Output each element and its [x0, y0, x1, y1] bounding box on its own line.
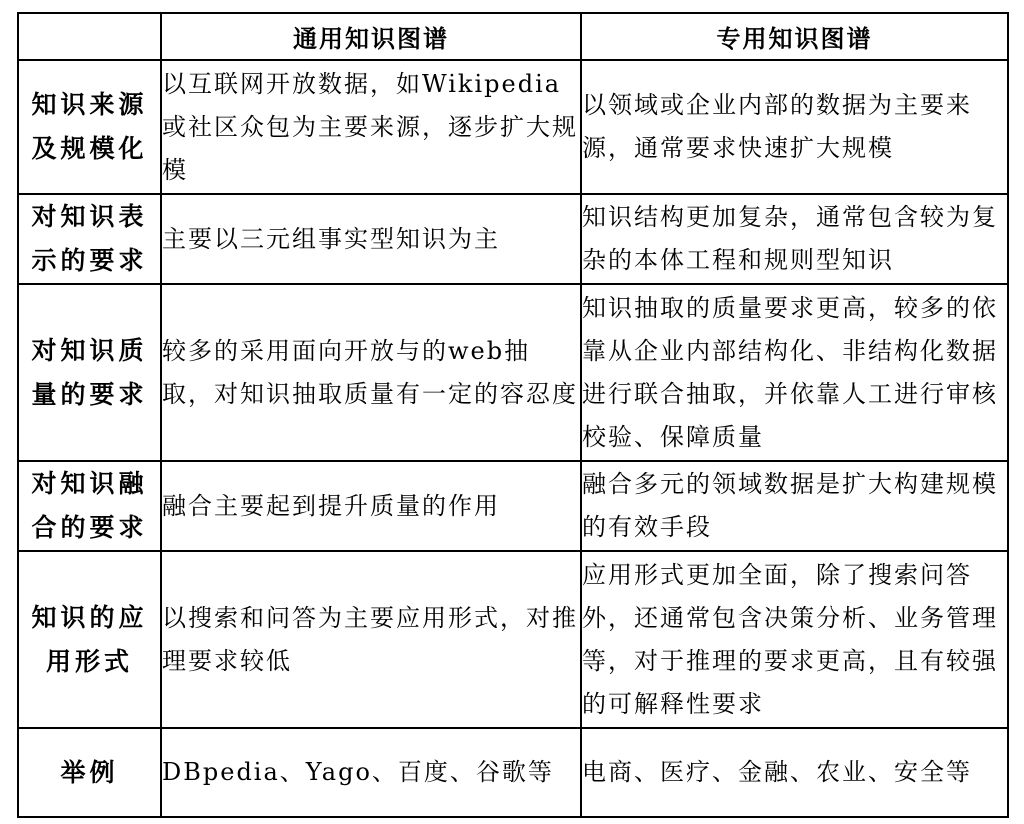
row-label-representation [18, 194, 161, 284]
header-domain-kg: 专用知识图谱 [581, 13, 1008, 60]
row-label-line: 及规模化 [31, 134, 148, 163]
general-cell: 融合主要起到提升质量的作用 [161, 461, 581, 551]
header-row [18, 13, 1008, 60]
row-label-quality [18, 284, 161, 461]
table-row [18, 284, 1008, 461]
row-label-line: 对知识表 [31, 202, 148, 231]
general-cell: 主要以三元组事实型知识为主 [161, 194, 581, 284]
row-label-line: 举例 [60, 757, 119, 787]
table-row [18, 194, 1008, 284]
general-cell: 较多的采用面向开放与的web抽取，对知识抽取质量有一定的容忍度 [161, 284, 581, 461]
row-label-source-scale [18, 60, 161, 194]
table-row [18, 551, 1008, 728]
row-label-line: 合的要求 [31, 513, 148, 542]
header-general-kg: 通用知识图谱 [161, 13, 581, 60]
row-label-line: 示的要求 [31, 246, 148, 275]
table-row [18, 461, 1008, 551]
row-label-fusion [18, 461, 161, 551]
general-cell: 以搜索和问答为主要应用形式，对推理要求较低 [161, 551, 581, 728]
table-row [18, 60, 1008, 194]
domain-cell: 应用形式更加全面，除了搜索问答外，还通常包含决策分析、业务管理等，对于推理的要求更高，且有较强的可解释性要求 [581, 551, 1008, 728]
row-label-examples [18, 728, 161, 817]
general-cell: DBpedia、Yago、百度、谷歌等 [161, 728, 581, 817]
row-label-line: 对知识质 [31, 335, 148, 365]
row-label-line: 知识来源 [31, 90, 148, 119]
row-label-line: 对知识融 [31, 469, 148, 498]
row-label-line: 用形式 [45, 646, 133, 676]
comparison-table [17, 12, 1009, 818]
domain-cell: 融合多元的领域数据是扩大构建规模的有效手段 [581, 461, 1008, 551]
domain-cell: 以领域或企业内部的数据为主要来源，通常要求快速扩大规模 [581, 60, 1008, 194]
domain-cell: 知识结构更加复杂，通常包含较为复杂的本体工程和规则型知识 [581, 194, 1008, 284]
row-label-line: 量的要求 [31, 379, 148, 409]
row-label-line: 知识的应 [31, 602, 148, 632]
corner-cell [18, 13, 161, 60]
domain-cell: 电商、医疗、金融、农业、安全等 [581, 728, 1008, 817]
table-row [18, 728, 1008, 817]
domain-cell: 知识抽取的质量要求更高，较多的依靠从企业内部结构化、非结构化数据进行联合抽取，并依靠人工进行审核校验、保障质量 [581, 284, 1008, 461]
row-label-application [18, 551, 161, 728]
general-cell: 以互联网开放数据，如Wikipedia或社区众包为主要来源，逐步扩大规模 [161, 60, 581, 194]
